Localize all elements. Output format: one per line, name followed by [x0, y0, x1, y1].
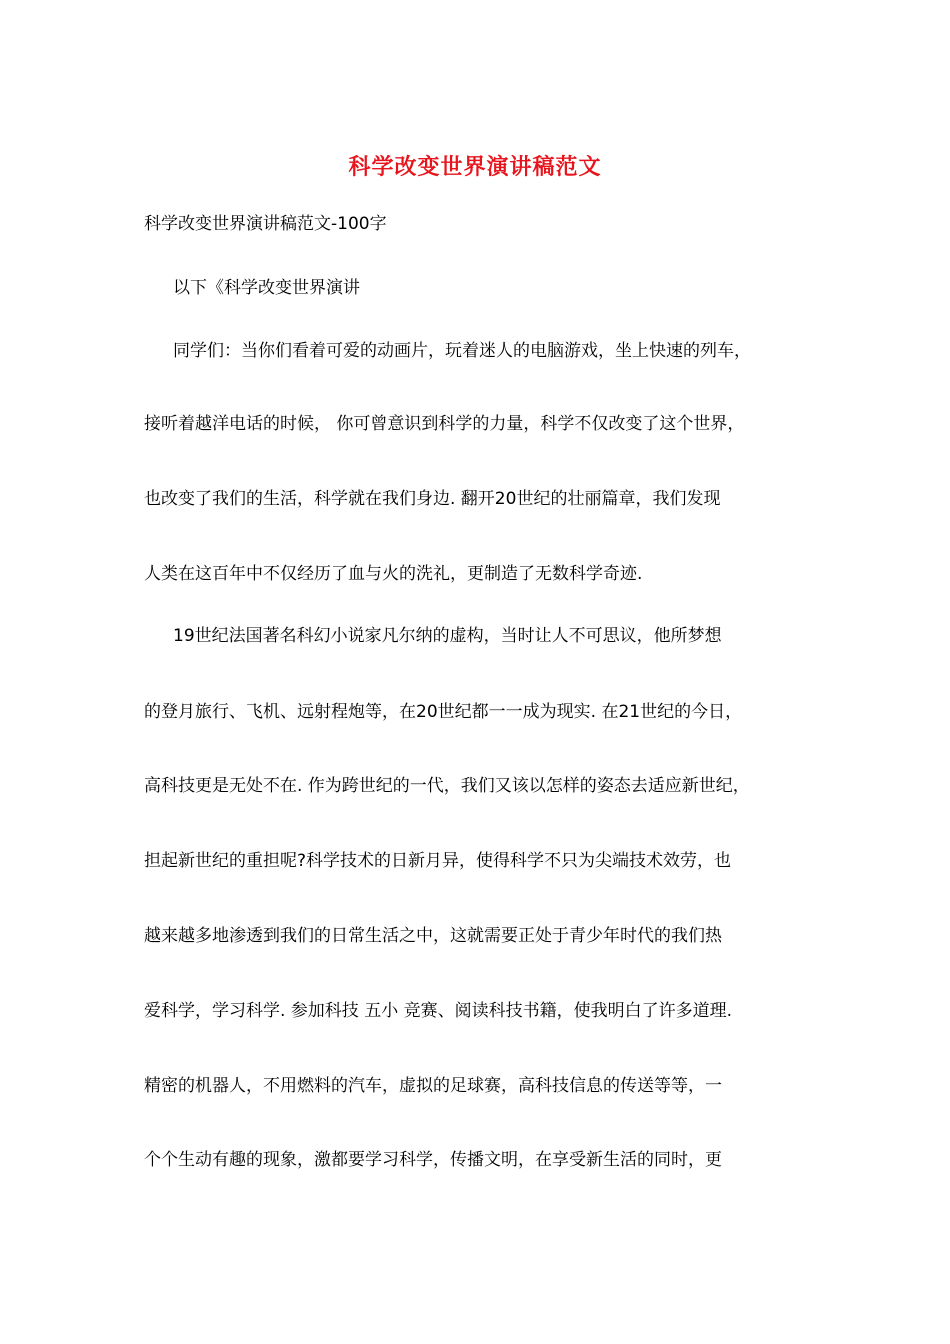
paragraph-line: 也改变了我们的生活，科学就在我们身边. 翻开20世纪的壮丽篇章，我们发现 — [144, 489, 721, 509]
paragraph-line: 19世纪法国著名科幻小说家凡尔纳的虚构，当时让人不可思议，他所梦想 — [173, 626, 722, 646]
subtitle-line: 科学改变世界演讲稿范文-100字 — [144, 214, 387, 234]
paragraph-line: 同学们：当你们看着可爱的动画片，玩着迷人的电脑游戏，坐上快速的列车， — [173, 341, 751, 361]
paragraph-line: 高科技更是无处不在. 作为跨世纪的一代，我们又该以怎样的姿态去适应新世纪， — [144, 776, 750, 796]
paragraph-line: 精密的机器人，不用燃料的汽车，虚拟的足球赛，高科技信息的传送等等，一 — [144, 1076, 722, 1096]
intro-line: 以下《科学改变世界演讲 — [173, 278, 360, 298]
paragraph-line: 的登月旅行、飞机、远射程炮等，在20世纪都一一成为现实. 在21世纪的今日， — [144, 702, 743, 722]
paragraph-line: 接听着越洋电话的时候， 你可曾意识到科学的力量，科学不仅改变了这个世界， — [144, 414, 745, 434]
paragraph-line: 越来越多地渗透到我们的日常生活之中，这就需要正处于青少年时代的我们热 — [144, 926, 722, 946]
paragraph-line: 担起新世纪的重担呢?科学技术的日新月异，使得科学不只为尖端技术效劳，也 — [144, 851, 732, 871]
paragraph-line: 人类在这百年中不仅经历了血与火的洗礼，更制造了无数科学奇迹. — [144, 564, 643, 584]
paragraph-line: 爱科学，学习科学. 参加科技 五小 竞赛、阅读科技书籍，使我明白了许多道理. — [144, 1001, 733, 1021]
document-title: 科学改变世界演讲稿范文 — [348, 154, 602, 180]
paragraph-line: 个个生动有趣的现象，激都要学习科学，传播文明，在享受新生活的同时，更 — [144, 1150, 722, 1170]
